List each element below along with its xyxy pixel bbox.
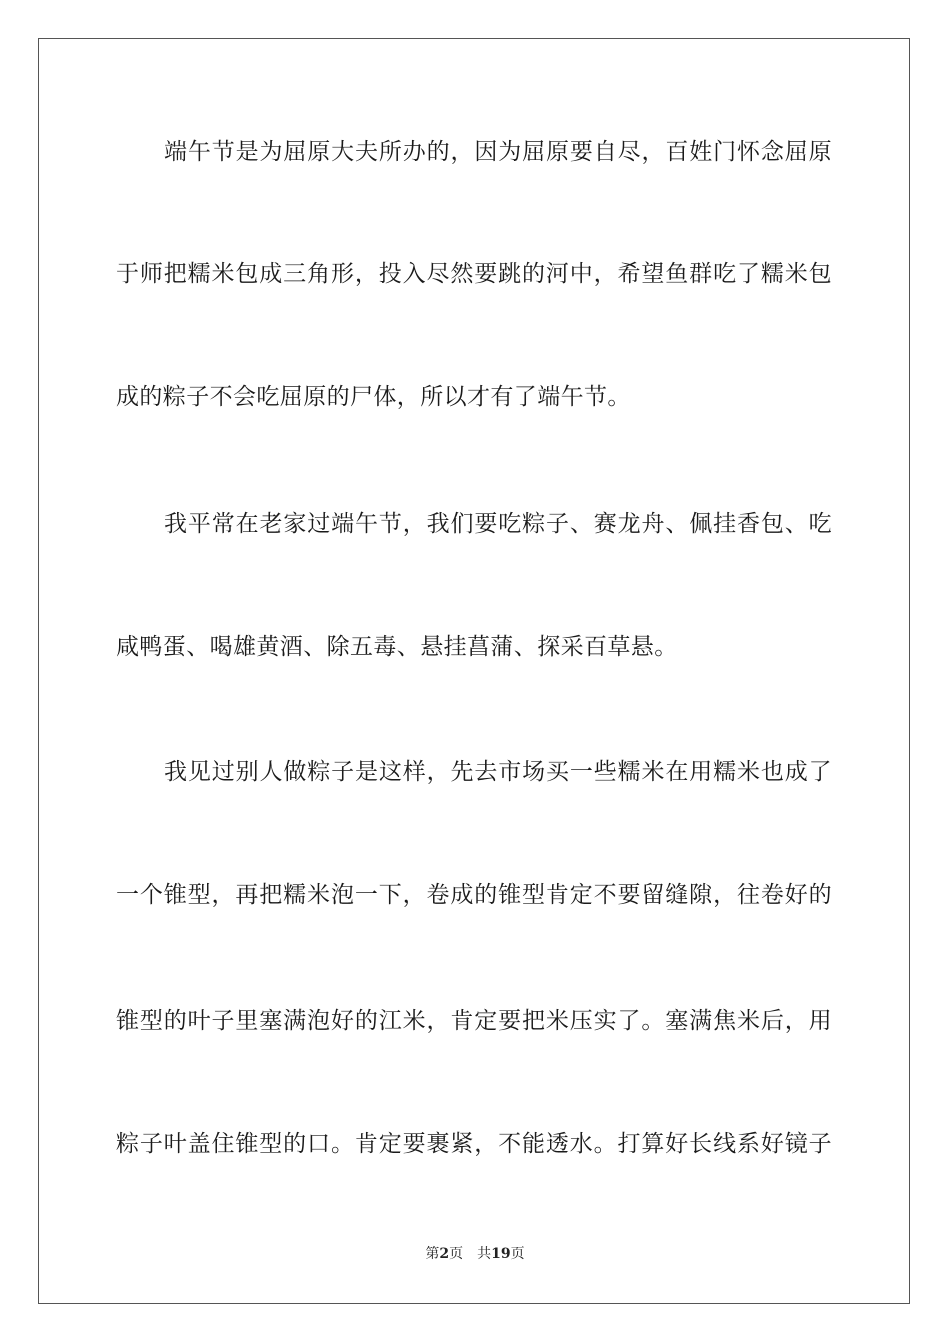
paragraph-3-line-2: 一个锥型，再把糯米泡一下，卷成的锥型肯定不要留缝隙，往卷好的 bbox=[116, 882, 832, 908]
paragraph-1-line-2: 于师把糯米包成三角形，投入尽然要跳的河中，希望鱼群吃了糯米包 bbox=[116, 261, 832, 287]
paragraph-1-line-1: 端午节是为屈原大夫所办的，因为屈原要自尽，百姓门怀念屈原 bbox=[164, 139, 832, 165]
paragraph-3-line-1: 我见过别人做粽子是这样，先去市场买一些糯米在用糯米也成了 bbox=[164, 759, 832, 785]
paragraph-3-line-3: 锥型的叶子里塞满泡好的江米，肯定要把米压实了。塞满焦米后，用 bbox=[116, 1008, 832, 1034]
page-number: 2 bbox=[439, 1246, 450, 1262]
paragraph-3-line-4: 粽子叶盖住锥型的口。肯定要裹紧，不能透水。打算好长线系好镜子 bbox=[116, 1131, 832, 1157]
total-suffix: 页 bbox=[510, 1246, 525, 1262]
total-pages: 19 bbox=[491, 1246, 511, 1262]
page-footer bbox=[0, 1244, 950, 1264]
page-suffix: 页 bbox=[449, 1246, 464, 1262]
page-border bbox=[38, 38, 910, 1304]
page-prefix: 第 bbox=[425, 1246, 440, 1262]
total-prefix: 共 bbox=[477, 1246, 492, 1262]
paragraph-1-line-3: 成的粽子不会吃屈原的尸体，所以才有了端午节。 bbox=[116, 384, 631, 410]
paragraph-2-line-2: 咸鸭蛋、喝雄黄酒、除五毒、悬挂菖蒲、探采百草悬。 bbox=[116, 634, 678, 660]
paragraph-2-line-1: 我平常在老家过端午节，我们要吃粽子、赛龙舟、佩挂香包、吃 bbox=[164, 511, 832, 537]
